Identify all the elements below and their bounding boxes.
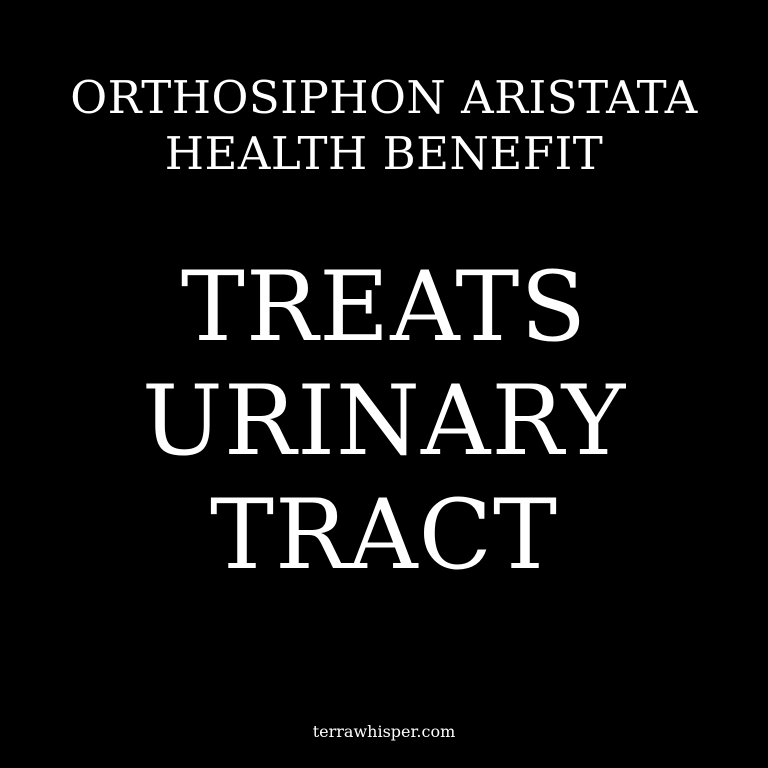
benefit-line-1: TREATS <box>180 251 588 363</box>
benefit-text <box>0 250 768 592</box>
website-credit: terrawhisper.com <box>312 722 456 741</box>
page-title <box>0 70 768 182</box>
title-line-subtitle: HEALTH BENEFIT <box>164 127 604 181</box>
benefit-line-3: TRACT <box>209 479 559 591</box>
benefit-line-2: URINARY <box>141 365 627 477</box>
title-line-plant-name: ORTHOSIPHON ARISTATA <box>70 71 698 125</box>
